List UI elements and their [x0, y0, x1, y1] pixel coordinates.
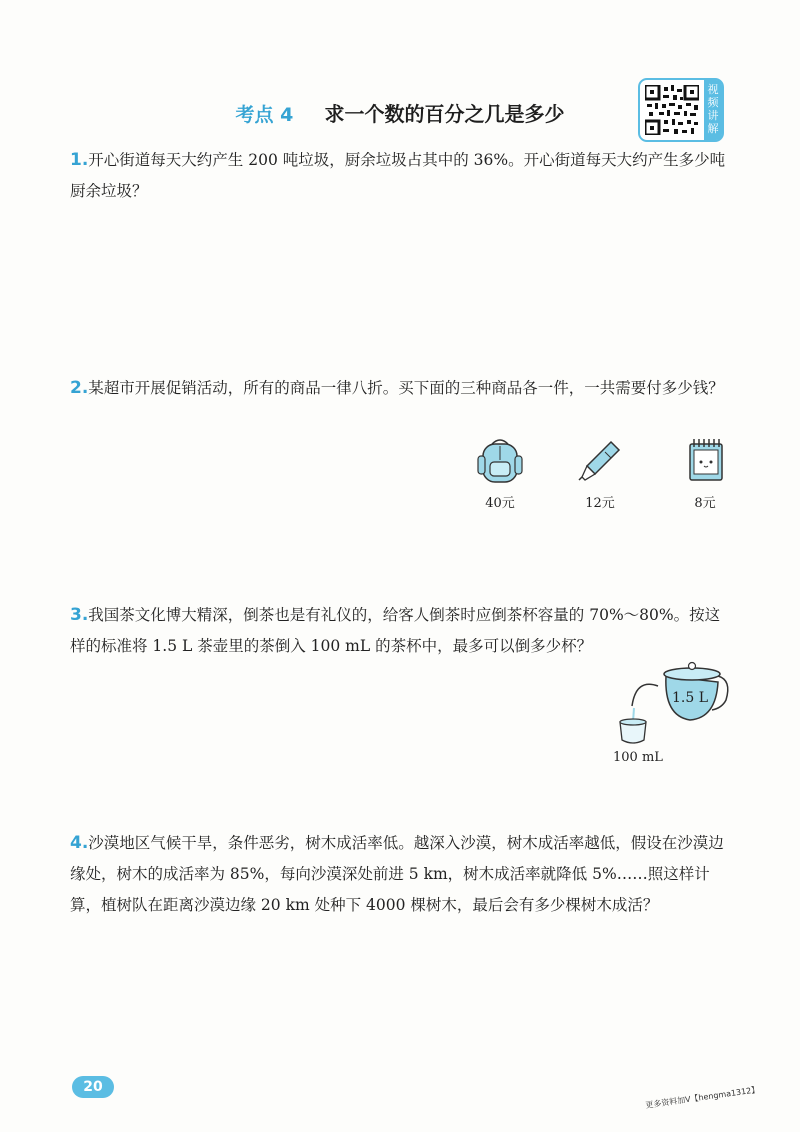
question-text: 某超市开展促销活动，所有的商品一律八折。买下面的三种商品各一件，一共需要付多少钱？ — [88, 379, 724, 397]
qr-code-icon — [645, 85, 699, 135]
teapot-capacity-label: 1.5 L — [672, 690, 709, 706]
question-2 — [70, 373, 730, 404]
product-notebook — [670, 436, 740, 511]
notebook-icon — [680, 436, 730, 484]
video-qr-code[interactable] — [638, 78, 724, 142]
teapot-illustration — [608, 656, 738, 746]
question-4 — [70, 828, 730, 921]
pen-icon — [575, 436, 625, 484]
qr-video-label: 视频讲解 — [704, 80, 722, 140]
question-3 — [70, 600, 730, 662]
question-number: 2. — [70, 378, 89, 398]
backpack-icon — [475, 436, 525, 484]
question-number: 4. — [70, 833, 89, 853]
section-point-label: 考点 4 — [235, 104, 294, 126]
question-text: 沙漠地区气候干旱，条件恶劣，树木成活率低。越深入沙漠，树木成活率越低，假设在沙漠边缘处，树木的成活率为 85%，每向沙漠深处前进 5 km，树木成活率就降低 5%……照这样计算，植树队在距离沙漠边缘 20 km 处种下 4000 棵树木，最后会有多少棵树木成活？ — [70, 834, 724, 914]
product-price: 8元 — [694, 496, 716, 511]
product-pen — [565, 436, 635, 511]
product-price: 12元 — [585, 496, 615, 511]
question-number: 1. — [70, 150, 89, 170]
cup-capacity-label: 100 mL — [613, 750, 663, 765]
product-price: 40元 — [485, 496, 515, 511]
question-1 — [70, 145, 730, 207]
footer-watermark-note: 更多资料加V【hengma1312】 — [644, 1085, 760, 1110]
question-text: 开心街道每天大约产生 200 吨垃圾，厨余垃圾占其中的 36%。开心街道每天大约产生多少吨厨余垃圾？ — [70, 151, 726, 200]
question-number: 3. — [70, 605, 89, 625]
page-number: 20 — [72, 1076, 114, 1098]
section-title: 求一个数的百分之几是多少 — [324, 102, 565, 126]
product-backpack — [465, 436, 535, 511]
question-text: 我国茶文化博大精深，倒茶也是有礼仪的，给客人倒茶时应倒茶杯容量的 70%～80%。按这样的标准将 1.5 L 茶壶里的茶倒入 100 mL 的茶杯中，最多可以倒多少杯？ — [70, 606, 721, 655]
